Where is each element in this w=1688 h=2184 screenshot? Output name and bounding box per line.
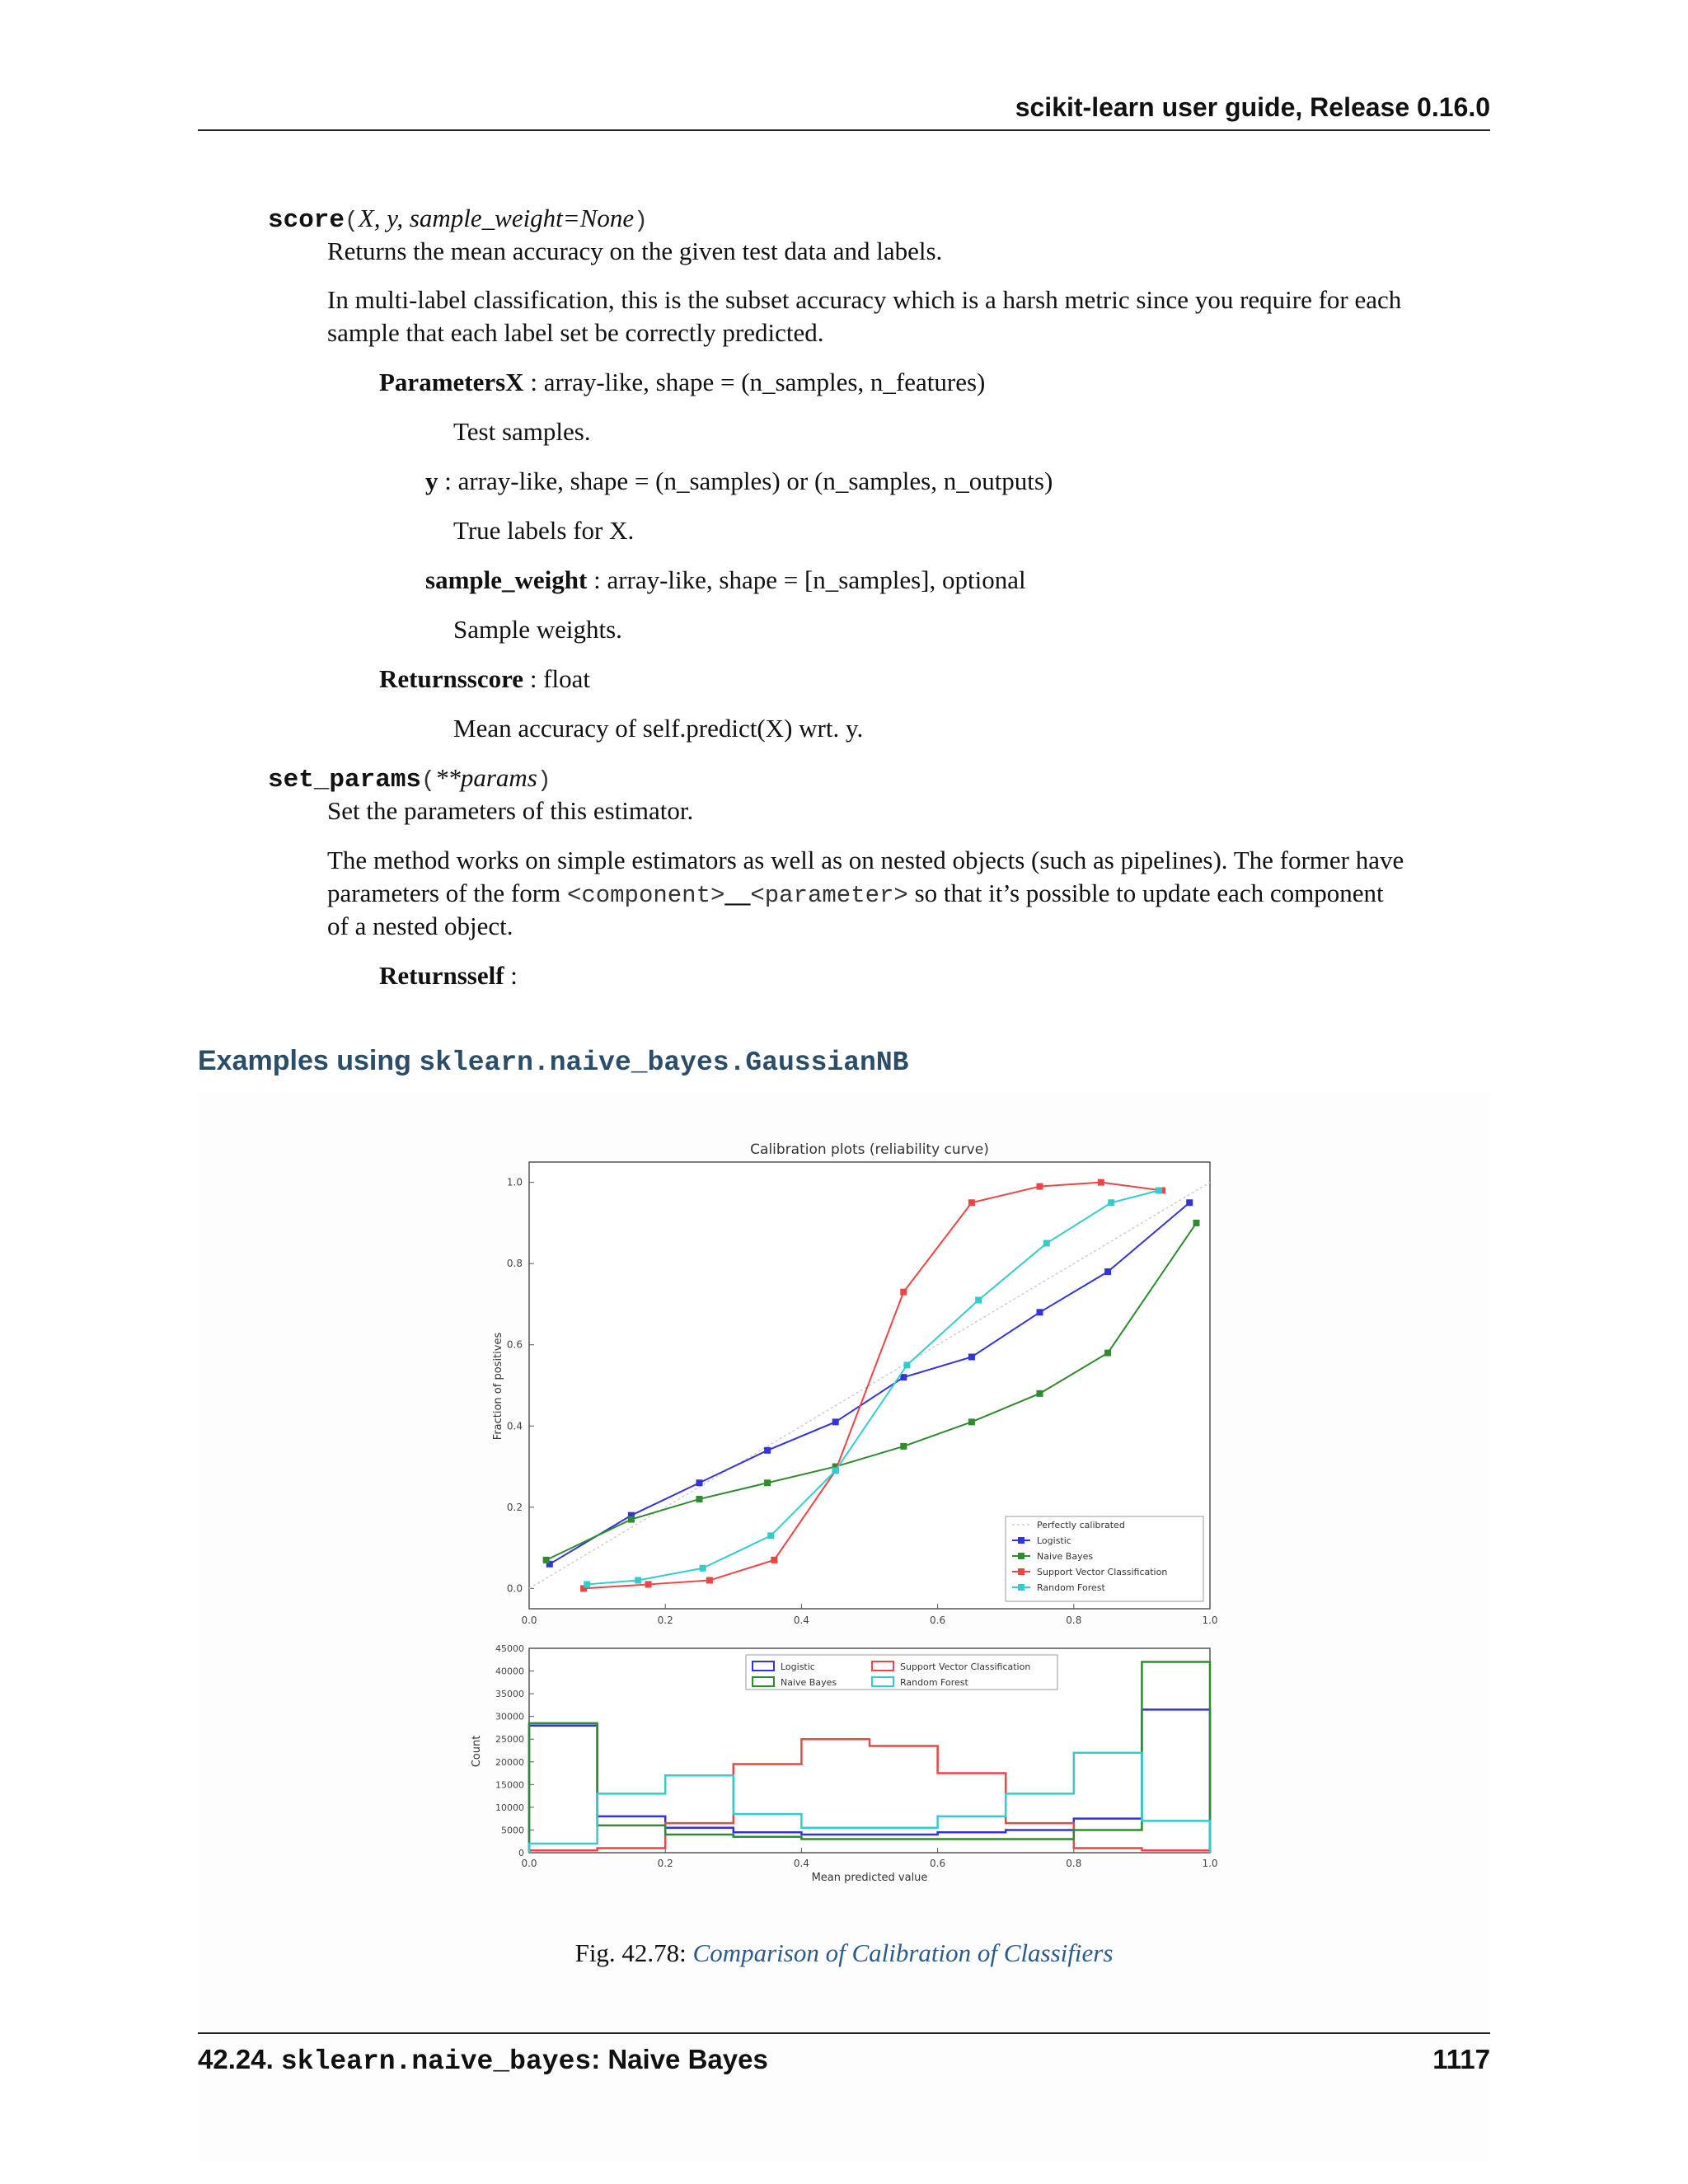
set-params-summary: Set the parameters of this estimator.	[327, 796, 694, 825]
page-footer	[198, 2044, 1490, 2077]
naive_bayes-point	[1037, 1390, 1043, 1397]
hist-x-tick-label: 1.0	[1202, 1858, 1218, 1869]
y-tick-label: 0.2	[506, 1501, 523, 1513]
svc-point	[968, 1199, 975, 1206]
naive_bayes-point	[764, 1479, 771, 1486]
score-summary: Returns the mean accuracy on the given test data and labels.	[327, 237, 943, 265]
hist-y-tick-label: 10000	[495, 1802, 524, 1813]
x-tick-label: 0.0	[521, 1615, 537, 1626]
score-desc-line1: In multi-label classification, this is the subset accuracy which is a harsh metric since you require for each	[327, 285, 1402, 314]
histogram-axes	[495, 1643, 1218, 1869]
legend-marker	[1018, 1568, 1025, 1575]
score-paren-close: )	[634, 209, 648, 234]
hist-x-tick-label: 0.6	[930, 1858, 946, 1869]
svc-point	[900, 1289, 907, 1296]
set-params-returns-type: :	[504, 961, 518, 990]
param-x-desc: Test samples.	[453, 417, 591, 446]
hist-y-tick-label: 15000	[495, 1779, 524, 1791]
hist-y-tick-label: 40000	[495, 1666, 524, 1677]
naive_bayes-point	[696, 1496, 703, 1502]
y-tick-label: 0.6	[506, 1338, 523, 1351]
score-paren-open: (	[345, 209, 359, 234]
x-tick-label: 0.8	[1066, 1615, 1082, 1626]
logistic-point	[968, 1354, 975, 1361]
param-sample-weight-desc: Sample weights.	[453, 615, 622, 644]
parameters-label: ParametersX	[379, 368, 524, 396]
logistic-point	[1037, 1309, 1043, 1315]
footer-section-number: 42.24.	[198, 2044, 281, 2074]
examples-heading-prefix: Examples using	[198, 1045, 420, 1076]
set-params-signature	[268, 762, 551, 798]
random_forest-point	[903, 1361, 910, 1368]
svc-point	[1037, 1183, 1043, 1190]
logistic-point	[1186, 1199, 1193, 1206]
svc-point	[645, 1581, 652, 1587]
set-params-desc-line2	[327, 877, 1384, 912]
random_forest-point	[832, 1467, 839, 1474]
x-tick-label: 0.2	[657, 1615, 673, 1626]
set-params-desc-line1: The method works on simple estimators as well as on nested objects (such as pipelines). The former have	[327, 846, 1404, 874]
x-tick-label: 1.0	[1202, 1615, 1218, 1626]
parameter-code: <parameter>	[750, 882, 908, 909]
legend-marker	[1018, 1553, 1025, 1559]
legend-marker	[1018, 1537, 1025, 1544]
y-tick-label: 1.0	[506, 1176, 523, 1188]
random_forest-point	[700, 1565, 706, 1572]
legend-label: Naive Bayes	[1037, 1551, 1094, 1562]
set-params-args: **params	[434, 763, 537, 792]
score-param-sample-weight	[425, 564, 1026, 597]
score-returns	[379, 663, 590, 696]
random_forest-point	[1156, 1187, 1162, 1193]
param-sample-weight-type: : array-like, shape = [n_samples], optional	[587, 565, 1026, 594]
score-signature	[268, 202, 648, 238]
hist-x-tick-label: 0.4	[793, 1858, 809, 1869]
random_forest-point	[635, 1577, 641, 1584]
hist-legend-label: Logistic	[781, 1661, 815, 1672]
legend-label: Logistic	[1037, 1535, 1071, 1546]
random_forest-point	[584, 1581, 590, 1587]
random_forest-point	[975, 1297, 982, 1304]
calibration-plot-axes	[507, 1162, 1218, 1626]
naive_bayes-point	[1193, 1220, 1199, 1226]
random_forest-point	[1108, 1199, 1114, 1206]
desc-text-a: parameters of the form	[327, 879, 567, 907]
y-tick-label: 0.8	[506, 1258, 523, 1270]
naive_bayes-point	[900, 1443, 907, 1450]
figure-caption	[0, 1938, 1688, 1968]
hist-x-tick-label: 0.0	[521, 1858, 537, 1869]
footer-section-code: sklearn.naive_bayes	[280, 2046, 592, 2077]
score-method-name: score	[268, 206, 345, 235]
legend-label: Support Vector Classification	[1037, 1567, 1168, 1577]
legend-marker	[1018, 1584, 1025, 1591]
hist-y-tick-label: 35000	[495, 1689, 524, 1700]
naive_bayes-point	[968, 1418, 975, 1425]
random_forest-point	[1043, 1240, 1050, 1247]
random_forest-point	[767, 1532, 774, 1539]
logistic-point	[832, 1418, 839, 1425]
hist-legend-label: Support Vector Classification	[900, 1661, 1031, 1672]
header-rule	[198, 129, 1490, 131]
figure-caption-link[interactable]: Comparison of Calibration of Classifiers	[692, 1938, 1114, 1967]
svc-point	[771, 1557, 777, 1563]
histogram-ylabel: Count	[471, 1735, 483, 1768]
svc-point	[1098, 1179, 1104, 1186]
set-params-method-name: set_params	[268, 766, 422, 794]
svc-point	[706, 1577, 713, 1584]
hist-y-tick-label: 20000	[495, 1756, 524, 1768]
naive_bayes-point	[1104, 1350, 1111, 1357]
param-y-name: y	[425, 466, 438, 495]
logistic-point	[1104, 1268, 1111, 1275]
x-tick-label: 0.6	[930, 1615, 946, 1626]
y-tick-label: 0.4	[506, 1420, 523, 1432]
naive_bayes-point	[543, 1557, 550, 1563]
double-underscore: __	[724, 879, 751, 907]
returns-type: : float	[523, 664, 590, 693]
returns-label: Returnsscore	[379, 664, 524, 693]
score-args: X, y, sample_weight=None	[358, 204, 635, 232]
footer-section-title: : Naive Bayes	[591, 2044, 768, 2074]
set-params-paren-close: )	[537, 768, 551, 794]
score-param-y	[425, 465, 1053, 498]
hist-y-tick-label: 5000	[501, 1825, 524, 1836]
logistic-point	[764, 1447, 771, 1454]
set-params-desc-line3: of a nested object.	[327, 912, 513, 940]
naive_bayes-point	[628, 1516, 635, 1523]
hist-y-tick-label: 0	[518, 1848, 524, 1858]
score-param-x	[379, 366, 985, 399]
calibration-plot-title: Calibration plots (reliability curve)	[750, 1141, 989, 1158]
hist-y-tick-label: 30000	[495, 1711, 524, 1722]
score-desc-line2: sample that each label set be correctly predicted.	[327, 318, 824, 347]
component-code: <component>	[566, 882, 725, 909]
legend-label: Perfectly calibrated	[1037, 1520, 1125, 1530]
hist-y-tick-label: 25000	[495, 1734, 524, 1746]
hist-x-tick-label: 0.8	[1066, 1858, 1082, 1869]
calibration-figure	[462, 1129, 1228, 1896]
param-sample-weight-name: sample_weight	[425, 565, 588, 594]
hist-legend-label: Random Forest	[900, 1677, 968, 1688]
hist-legend-label: Naive Bayes	[781, 1677, 837, 1688]
calibration-plot-ylabel: Fraction of positives	[492, 1332, 504, 1441]
footer-rule	[198, 2032, 1490, 2034]
returns-desc: Mean accuracy of self.predict(X) wrt. y.	[453, 714, 864, 743]
hist-y-tick-label: 45000	[495, 1643, 524, 1654]
hist-x-tick-label: 0.2	[657, 1858, 673, 1869]
param-y-desc: True labels for X.	[453, 516, 635, 545]
x-tick-label: 0.4	[793, 1615, 809, 1626]
page-number: 1117	[1432, 2044, 1490, 2074]
set-params-returns	[379, 959, 518, 992]
param-x-type: : array-like, shape = (n_samples, n_features)	[523, 368, 986, 396]
set-params-paren-open: (	[421, 768, 435, 794]
y-tick-label: 0.0	[506, 1582, 523, 1595]
set-params-returns-label: Returnsself	[379, 961, 504, 990]
figure-caption-label: Fig. 42.78:	[574, 1938, 693, 1967]
logistic-point	[696, 1479, 703, 1486]
param-y-type: : array-like, shape = (n_samples) or (n_samples, n_outputs)	[438, 466, 1053, 495]
histogram-xlabel: Mean predicted value	[811, 1872, 928, 1884]
legend-label: Random Forest	[1037, 1582, 1105, 1593]
desc-text-b: so that it’s possible to update each component	[907, 879, 1384, 907]
running-header-title: scikit-learn user guide, Release 0.16.0	[1015, 92, 1490, 122]
examples-heading-code: sklearn.naive_bayes.GaussianNB	[419, 1047, 909, 1078]
examples-section-heading	[198, 1045, 908, 1078]
